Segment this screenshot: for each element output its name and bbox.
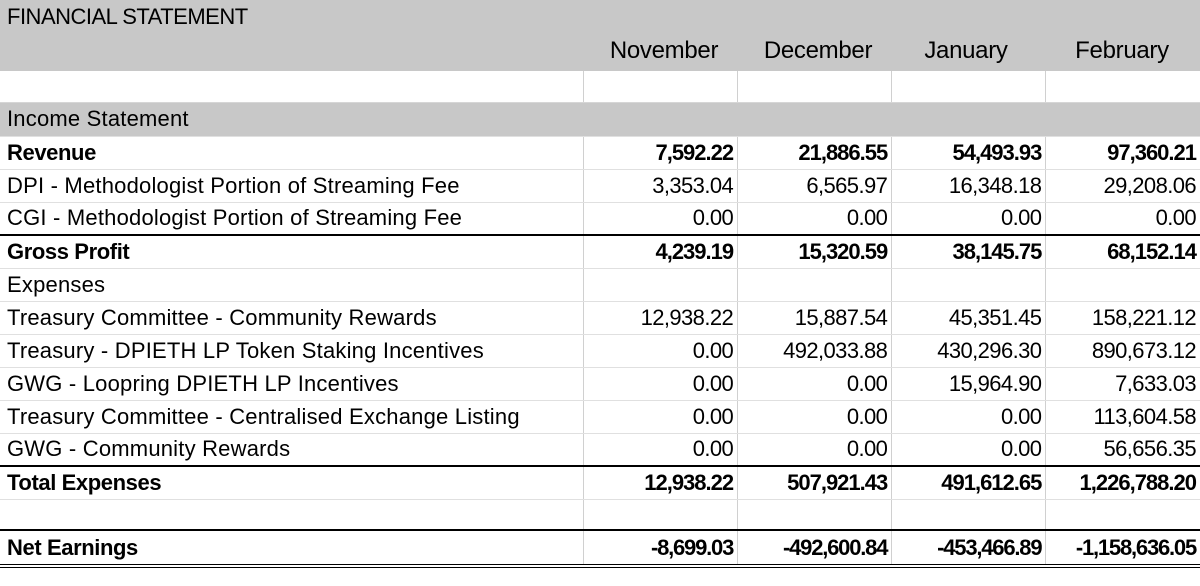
value-cell[interactable]: 15,964.90 xyxy=(892,367,1046,400)
value-cell[interactable]: -8,699.03 xyxy=(583,530,737,566)
value-cell[interactable]: 12,938.22 xyxy=(583,301,737,334)
value-cell[interactable]: 0.00 xyxy=(583,433,737,466)
row-label[interactable]: Expenses xyxy=(0,268,583,301)
month-header-november: November xyxy=(609,37,719,64)
cell[interactable] xyxy=(583,71,737,102)
value-cell[interactable]: 0.00 xyxy=(738,202,892,235)
value-cell[interactable]: 492,033.88 xyxy=(738,334,892,367)
value-cell[interactable]: 15,887.54 xyxy=(738,301,892,334)
cell[interactable] xyxy=(1046,499,1200,530)
header-band xyxy=(0,0,1200,71)
value-cell[interactable]: 491,612.65 xyxy=(892,466,1046,499)
value-cell[interactable]: 15,320.59 xyxy=(738,235,892,268)
cell[interactable] xyxy=(583,499,737,530)
value-cell[interactable]: -492,600.84 xyxy=(738,530,892,566)
value-cell[interactable]: 16,348.18 xyxy=(892,169,1046,202)
row-total-expenses xyxy=(0,466,1200,499)
section-label[interactable]: Income Statement xyxy=(0,102,583,136)
value-cell[interactable]: 21,886.55 xyxy=(738,136,892,169)
cell[interactable] xyxy=(1046,71,1200,102)
value-cell[interactable]: 0.00 xyxy=(583,334,737,367)
value-cell[interactable]: 0.00 xyxy=(583,400,737,433)
cell[interactable] xyxy=(892,71,1046,102)
value-cell[interactable]: 12,938.22 xyxy=(583,466,737,499)
row-net-earnings xyxy=(0,530,1200,566)
value-cell[interactable]: 113,604.58 xyxy=(1046,400,1200,433)
month-header-january: January xyxy=(924,37,1008,64)
value-cell[interactable]: 0.00 xyxy=(1046,202,1200,235)
row-label[interactable]: DPI - Methodologist Portion of Streaming Fee xyxy=(0,169,583,202)
value-cell[interactable]: 7,592.22 xyxy=(583,136,737,169)
cell[interactable] xyxy=(583,268,737,301)
value-cell[interactable]: 54,493.93 xyxy=(892,136,1046,169)
cell[interactable] xyxy=(892,102,1046,136)
value-cell[interactable]: 7,633.03 xyxy=(1046,367,1200,400)
month-header-december: December xyxy=(763,37,873,64)
cell[interactable] xyxy=(0,71,583,102)
row-cgi-fee xyxy=(0,202,1200,235)
cell[interactable] xyxy=(1046,102,1200,136)
row-expense xyxy=(0,433,1200,466)
row-label[interactable]: Treasury - DPIETH LP Token Staking Incentives xyxy=(0,334,583,367)
statement-title: FINANCIAL STATEMENT xyxy=(7,4,248,29)
cell[interactable] xyxy=(0,499,583,530)
value-cell[interactable]: 507,921.43 xyxy=(738,466,892,499)
value-cell[interactable]: 0.00 xyxy=(738,433,892,466)
value-cell[interactable]: 0.00 xyxy=(583,367,737,400)
blank-row xyxy=(0,71,1200,102)
row-label[interactable]: Revenue xyxy=(0,136,583,169)
cell[interactable] xyxy=(892,268,1046,301)
value-cell[interactable]: 0.00 xyxy=(738,367,892,400)
statement-table xyxy=(0,71,1200,568)
cell[interactable] xyxy=(583,102,737,136)
row-revenue xyxy=(0,136,1200,169)
row-expenses-heading xyxy=(0,268,1200,301)
value-cell[interactable]: 56,656.35 xyxy=(1046,433,1200,466)
row-label[interactable]: Gross Profit xyxy=(0,235,583,268)
value-cell[interactable]: 45,351.45 xyxy=(892,301,1046,334)
value-cell[interactable]: 158,221.12 xyxy=(1046,301,1200,334)
row-label[interactable]: GWG - Loopring DPIETH LP Incentives xyxy=(0,367,583,400)
row-expense xyxy=(0,334,1200,367)
blank-row xyxy=(0,499,1200,530)
cell[interactable] xyxy=(738,499,892,530)
value-cell[interactable]: 890,673.12 xyxy=(1046,334,1200,367)
value-cell[interactable]: 0.00 xyxy=(892,202,1046,235)
section-row-income-statement xyxy=(0,102,1200,136)
value-cell[interactable]: -453,466.89 xyxy=(892,530,1046,566)
row-expense xyxy=(0,367,1200,400)
cell[interactable] xyxy=(1046,268,1200,301)
value-cell[interactable]: 0.00 xyxy=(583,202,737,235)
value-cell[interactable]: -1,158,636.05 xyxy=(1046,530,1200,566)
value-cell[interactable]: 97,360.21 xyxy=(1046,136,1200,169)
row-label[interactable]: Total Expenses xyxy=(0,466,583,499)
value-cell[interactable]: 0.00 xyxy=(738,400,892,433)
month-header-february: February xyxy=(1075,37,1169,64)
value-cell[interactable]: 3,353.04 xyxy=(583,169,737,202)
value-cell[interactable]: 38,145.75 xyxy=(892,235,1046,268)
cell[interactable] xyxy=(738,71,892,102)
row-expense xyxy=(0,400,1200,433)
value-cell[interactable]: 1,226,788.20 xyxy=(1046,466,1200,499)
value-cell[interactable]: 4,239.19 xyxy=(583,235,737,268)
value-cell[interactable]: 430,296.30 xyxy=(892,334,1046,367)
row-expense xyxy=(0,301,1200,334)
value-cell[interactable]: 29,208.06 xyxy=(1046,169,1200,202)
row-gross-profit xyxy=(0,235,1200,268)
row-label[interactable]: CGI - Methodologist Portion of Streaming Fee xyxy=(0,202,583,235)
row-label[interactable]: GWG - Community Rewards xyxy=(0,433,583,466)
cell[interactable] xyxy=(892,499,1046,530)
cell[interactable] xyxy=(738,268,892,301)
value-cell[interactable]: 6,565.97 xyxy=(738,169,892,202)
row-label[interactable]: Treasury Committee - Centralised Exchange Listing xyxy=(0,400,583,433)
row-label[interactable]: Net Earnings xyxy=(0,530,583,566)
cell[interactable] xyxy=(738,102,892,136)
row-label[interactable]: Treasury Committee - Community Rewards xyxy=(0,301,583,334)
value-cell[interactable]: 68,152.14 xyxy=(1046,235,1200,268)
value-cell[interactable]: 0.00 xyxy=(892,433,1046,466)
row-dpi-fee xyxy=(0,169,1200,202)
value-cell[interactable]: 0.00 xyxy=(892,400,1046,433)
